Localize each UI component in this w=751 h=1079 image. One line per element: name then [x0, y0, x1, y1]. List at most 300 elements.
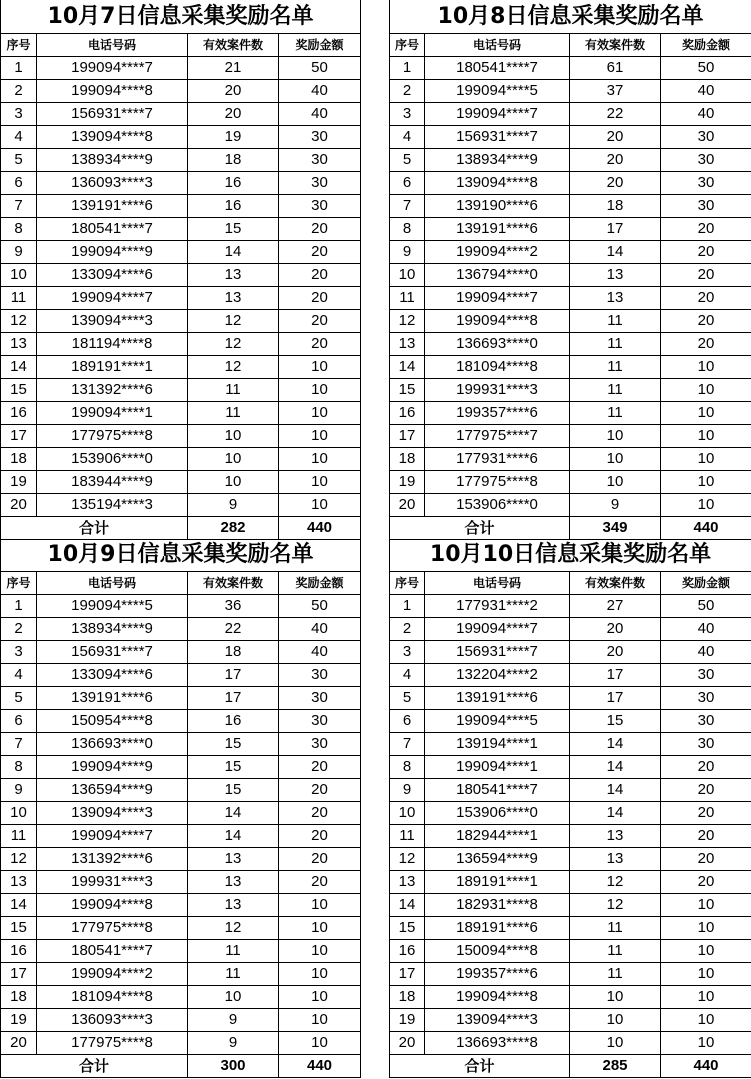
valid-cases: 22 [570, 103, 661, 126]
reward-table-oct-8 [389, 0, 751, 540]
reward-amount: 10 [279, 402, 361, 425]
reward-amount: 30 [661, 172, 751, 195]
row-index: 10 [390, 264, 425, 287]
row-index: 12 [1, 848, 37, 871]
row-index: 10 [1, 802, 37, 825]
reward-amount: 20 [279, 825, 361, 848]
table-row [390, 664, 751, 687]
row-index: 14 [1, 894, 37, 917]
phone-number: 199094****7 [37, 287, 188, 310]
table-row [1, 894, 361, 917]
phone-number: 199094****2 [37, 963, 188, 986]
table-row [1, 848, 361, 871]
phone-number: 177975****7 [425, 425, 570, 448]
table-row [1, 126, 361, 149]
phone-number: 131392****6 [37, 848, 188, 871]
valid-cases: 14 [188, 802, 279, 825]
row-index: 3 [390, 103, 425, 126]
table-row [1, 356, 361, 379]
header-phone: 电话号码 [37, 572, 188, 595]
valid-cases: 12 [188, 310, 279, 333]
phone-number: 181194****8 [37, 333, 188, 356]
row-index: 6 [390, 710, 425, 733]
table-row [1, 963, 361, 986]
table-row [1, 825, 361, 848]
row-index: 9 [1, 241, 37, 264]
row-index: 4 [390, 664, 425, 687]
table-row [1, 103, 361, 126]
total-reward: 440 [661, 517, 751, 540]
row-index: 20 [390, 1032, 425, 1055]
total-label: 合计 [390, 1055, 570, 1078]
reward-amount: 30 [661, 126, 751, 149]
header-valid-cases: 有效案件数 [188, 572, 279, 595]
valid-cases: 14 [570, 733, 661, 756]
header-row [390, 572, 751, 595]
table-row [390, 894, 751, 917]
table-row [390, 287, 751, 310]
row-index: 5 [390, 687, 425, 710]
table-row [390, 402, 751, 425]
phone-number: 189191****1 [37, 356, 188, 379]
phone-number: 131392****6 [37, 379, 188, 402]
table-row [390, 356, 751, 379]
phone-number: 199357****6 [425, 963, 570, 986]
row-index: 13 [390, 871, 425, 894]
phone-number: 150094****8 [425, 940, 570, 963]
table-row [1, 287, 361, 310]
header-valid-cases: 有效案件数 [188, 34, 279, 57]
reward-amount: 20 [279, 264, 361, 287]
phone-number: 199094****8 [37, 894, 188, 917]
table-row [390, 733, 751, 756]
row-index: 3 [1, 641, 37, 664]
table-row [390, 595, 751, 618]
row-index: 15 [1, 917, 37, 940]
table-row [1, 310, 361, 333]
valid-cases: 18 [188, 149, 279, 172]
phone-number: 199094****1 [425, 756, 570, 779]
reward-amount: 10 [661, 917, 751, 940]
table-row [1, 471, 361, 494]
reward-amount: 10 [279, 494, 361, 517]
reward-amount: 30 [279, 195, 361, 218]
table-row [1, 756, 361, 779]
reward-amount: 20 [279, 779, 361, 802]
reward-amount: 30 [279, 710, 361, 733]
valid-cases: 10 [188, 986, 279, 1009]
reward-amount: 20 [279, 871, 361, 894]
valid-cases: 17 [188, 687, 279, 710]
table-row [390, 687, 751, 710]
valid-cases: 11 [570, 917, 661, 940]
table-row [1, 917, 361, 940]
phone-number: 199094****5 [37, 595, 188, 618]
reward-amount: 10 [279, 471, 361, 494]
phone-number: 199094****9 [37, 756, 188, 779]
reward-amount: 30 [661, 195, 751, 218]
table-row [1, 802, 361, 825]
phone-number: 180541****7 [37, 218, 188, 241]
table-row [390, 917, 751, 940]
phone-number: 199094****5 [425, 80, 570, 103]
phone-number: 139094****3 [425, 1009, 570, 1032]
valid-cases: 12 [188, 917, 279, 940]
valid-cases: 10 [570, 471, 661, 494]
phone-number: 139094****8 [425, 172, 570, 195]
phone-number: 199094****7 [425, 103, 570, 126]
row-index: 18 [1, 448, 37, 471]
reward-amount: 30 [661, 710, 751, 733]
phone-number: 135194****3 [37, 494, 188, 517]
row-index: 5 [390, 149, 425, 172]
valid-cases: 9 [188, 1032, 279, 1055]
table-row [390, 848, 751, 871]
row-index: 3 [390, 641, 425, 664]
reward-amount: 10 [661, 894, 751, 917]
table-row [390, 986, 751, 1009]
table-row [1, 149, 361, 172]
valid-cases: 11 [570, 310, 661, 333]
table-row [390, 779, 751, 802]
phone-number: 138934****9 [425, 149, 570, 172]
phone-number: 199094****8 [425, 310, 570, 333]
table-row [1, 733, 361, 756]
valid-cases: 11 [570, 356, 661, 379]
table-row [390, 195, 751, 218]
valid-cases: 37 [570, 80, 661, 103]
table-row [390, 471, 751, 494]
table-row [390, 641, 751, 664]
table-title: 10月9日信息采集奖励名单 [1, 538, 361, 572]
valid-cases: 10 [570, 425, 661, 448]
phone-number: 139191****6 [425, 218, 570, 241]
header-index: 序号 [390, 572, 425, 595]
valid-cases: 10 [188, 425, 279, 448]
reward-amount: 40 [661, 80, 751, 103]
table-row [1, 425, 361, 448]
header-row [1, 34, 361, 57]
phone-number: 139191****6 [37, 687, 188, 710]
phone-number: 177931****2 [425, 595, 570, 618]
reward-amount: 10 [279, 894, 361, 917]
row-index: 15 [390, 379, 425, 402]
table-row [390, 57, 751, 80]
phone-number: 153906****0 [37, 448, 188, 471]
reward-table-oct-10 [389, 538, 751, 1078]
table-row [390, 710, 751, 733]
phone-number: 139194****1 [425, 733, 570, 756]
phone-number: 199094****7 [425, 618, 570, 641]
phone-number: 199094****7 [37, 825, 188, 848]
row-index: 7 [1, 195, 37, 218]
row-index: 18 [1, 986, 37, 1009]
total-reward: 440 [661, 1055, 751, 1078]
row-index: 3 [1, 103, 37, 126]
phone-number: 136693****0 [37, 733, 188, 756]
phone-number: 139094****3 [37, 802, 188, 825]
reward-amount: 10 [279, 1009, 361, 1032]
row-index: 14 [1, 356, 37, 379]
valid-cases: 15 [188, 218, 279, 241]
row-index: 8 [390, 756, 425, 779]
reward-amount: 20 [661, 848, 751, 871]
valid-cases: 14 [570, 241, 661, 264]
valid-cases: 13 [570, 848, 661, 871]
valid-cases: 13 [188, 287, 279, 310]
header-valid-cases: 有效案件数 [570, 572, 661, 595]
table-row [1, 871, 361, 894]
valid-cases: 20 [570, 149, 661, 172]
valid-cases: 11 [570, 963, 661, 986]
row-index: 2 [390, 618, 425, 641]
reward-amount: 10 [661, 471, 751, 494]
table-row [390, 126, 751, 149]
valid-cases: 16 [188, 195, 279, 218]
phone-number: 199094****9 [37, 241, 188, 264]
table-row [390, 80, 751, 103]
valid-cases: 20 [188, 80, 279, 103]
valid-cases: 15 [188, 756, 279, 779]
valid-cases: 20 [188, 103, 279, 126]
valid-cases: 17 [570, 687, 661, 710]
phone-number: 177975****8 [37, 1032, 188, 1055]
phone-number: 132204****2 [425, 664, 570, 687]
total-cases: 349 [570, 517, 661, 540]
table-row [1, 195, 361, 218]
reward-amount: 20 [279, 241, 361, 264]
header-row [390, 34, 751, 57]
table-title: 10月10日信息采集奖励名单 [390, 538, 751, 572]
table-row [390, 264, 751, 287]
row-index: 6 [390, 172, 425, 195]
total-cases: 285 [570, 1055, 661, 1078]
table-title: 10月7日信息采集奖励名单 [1, 0, 361, 34]
valid-cases: 61 [570, 57, 661, 80]
valid-cases: 13 [570, 825, 661, 848]
table-row [1, 641, 361, 664]
reward-amount: 20 [661, 287, 751, 310]
valid-cases: 22 [188, 618, 279, 641]
row-index: 18 [390, 448, 425, 471]
reward-amount: 20 [661, 825, 751, 848]
header-phone: 电话号码 [425, 572, 570, 595]
table-row [390, 333, 751, 356]
reward-amount: 20 [279, 848, 361, 871]
row-index: 1 [390, 595, 425, 618]
phone-number: 199094****8 [37, 80, 188, 103]
reward-amount: 10 [279, 963, 361, 986]
phone-number: 199094****1 [37, 402, 188, 425]
reward-amount: 10 [279, 1032, 361, 1055]
row-index: 16 [390, 940, 425, 963]
phone-number: 182944****1 [425, 825, 570, 848]
table-row [1, 986, 361, 1009]
row-index: 13 [1, 333, 37, 356]
row-index: 9 [390, 779, 425, 802]
row-index: 14 [390, 356, 425, 379]
valid-cases: 9 [188, 494, 279, 517]
row-index: 8 [1, 218, 37, 241]
phone-number: 199357****6 [425, 402, 570, 425]
row-index: 16 [1, 940, 37, 963]
row-index: 12 [1, 310, 37, 333]
phone-number: 139094****8 [37, 126, 188, 149]
reward-amount: 20 [661, 802, 751, 825]
reward-amount: 30 [279, 664, 361, 687]
total-row [1, 1055, 361, 1078]
phone-number: 139190****6 [425, 195, 570, 218]
valid-cases: 10 [188, 448, 279, 471]
table-row [1, 595, 361, 618]
valid-cases: 10 [188, 471, 279, 494]
phone-number: 177975****8 [425, 471, 570, 494]
row-index: 19 [1, 1009, 37, 1032]
header-index: 序号 [390, 34, 425, 57]
valid-cases: 20 [570, 172, 661, 195]
phone-number: 138934****9 [37, 618, 188, 641]
row-index: 4 [1, 664, 37, 687]
valid-cases: 17 [570, 664, 661, 687]
reward-amount: 20 [661, 218, 751, 241]
table-row [390, 425, 751, 448]
table-row [390, 149, 751, 172]
table-row [1, 687, 361, 710]
phone-number: 139191****6 [425, 687, 570, 710]
valid-cases: 13 [188, 894, 279, 917]
row-index: 2 [390, 80, 425, 103]
phone-number: 156931****7 [37, 103, 188, 126]
reward-amount: 10 [279, 356, 361, 379]
row-index: 7 [1, 733, 37, 756]
row-index: 17 [390, 963, 425, 986]
table-row [390, 379, 751, 402]
table-row [390, 802, 751, 825]
valid-cases: 16 [188, 172, 279, 195]
reward-amount: 10 [279, 379, 361, 402]
valid-cases: 14 [570, 756, 661, 779]
total-cases: 282 [188, 517, 279, 540]
row-index: 9 [390, 241, 425, 264]
table-row [390, 940, 751, 963]
phone-number: 139094****3 [37, 310, 188, 333]
row-index: 7 [390, 733, 425, 756]
phone-number: 177975****8 [37, 917, 188, 940]
table-row [1, 448, 361, 471]
valid-cases: 14 [188, 241, 279, 264]
row-index: 16 [1, 402, 37, 425]
header-valid-cases: 有效案件数 [570, 34, 661, 57]
table-row [390, 871, 751, 894]
phone-number: 136794****0 [425, 264, 570, 287]
reward-amount: 30 [279, 149, 361, 172]
table-row [1, 218, 361, 241]
table-row [1, 172, 361, 195]
reward-table-oct-7 [0, 0, 360, 540]
valid-cases: 11 [570, 940, 661, 963]
total-label: 合计 [1, 1055, 188, 1078]
valid-cases: 12 [570, 871, 661, 894]
phone-number: 199931****3 [425, 379, 570, 402]
reward-amount: 10 [661, 963, 751, 986]
phone-number: 136693****8 [425, 1032, 570, 1055]
row-index: 17 [390, 425, 425, 448]
valid-cases: 12 [570, 894, 661, 917]
table-row [1, 664, 361, 687]
reward-amount: 40 [661, 641, 751, 664]
phone-number: 177975****8 [37, 425, 188, 448]
valid-cases: 21 [188, 57, 279, 80]
reward-amount: 20 [661, 779, 751, 802]
valid-cases: 18 [570, 195, 661, 218]
valid-cases: 10 [570, 1032, 661, 1055]
table-row [1, 494, 361, 517]
reward-amount: 10 [279, 986, 361, 1009]
valid-cases: 11 [570, 333, 661, 356]
row-index: 5 [1, 149, 37, 172]
phone-number: 177931****6 [425, 448, 570, 471]
table-row [1, 264, 361, 287]
reward-table [389, 0, 751, 540]
table-row [1, 379, 361, 402]
phone-number: 199094****7 [37, 57, 188, 80]
phone-number: 182931****8 [425, 894, 570, 917]
row-index: 15 [390, 917, 425, 940]
valid-cases: 9 [570, 494, 661, 517]
valid-cases: 10 [570, 448, 661, 471]
reward-table-oct-9 [0, 538, 360, 1078]
row-index: 19 [1, 471, 37, 494]
row-index: 4 [390, 126, 425, 149]
reward-amount: 20 [661, 756, 751, 779]
reward-amount: 10 [661, 356, 751, 379]
phone-number: 189191****1 [425, 871, 570, 894]
reward-table [389, 538, 751, 1078]
valid-cases: 13 [188, 848, 279, 871]
total-row [1, 517, 361, 540]
phone-number: 138934****9 [37, 149, 188, 172]
valid-cases: 15 [188, 779, 279, 802]
valid-cases: 14 [570, 779, 661, 802]
reward-amount: 20 [279, 310, 361, 333]
valid-cases: 17 [570, 218, 661, 241]
row-index: 11 [1, 287, 37, 310]
row-index: 17 [1, 963, 37, 986]
row-index: 5 [1, 687, 37, 710]
row-index: 11 [1, 825, 37, 848]
total-label: 合计 [1, 517, 188, 540]
reward-amount: 30 [279, 126, 361, 149]
phone-number: 199094****8 [425, 986, 570, 1009]
phone-number: 136594****9 [37, 779, 188, 802]
reward-amount: 40 [661, 618, 751, 641]
reward-amount: 20 [661, 310, 751, 333]
row-index: 13 [390, 333, 425, 356]
valid-cases: 27 [570, 595, 661, 618]
table-row [1, 1032, 361, 1055]
table-row [390, 756, 751, 779]
table-row [390, 310, 751, 333]
row-index: 2 [1, 80, 37, 103]
reward-table [0, 538, 361, 1078]
table-row [1, 241, 361, 264]
phone-number: 180541****7 [37, 940, 188, 963]
reward-amount: 10 [661, 1009, 751, 1032]
reward-amount: 10 [661, 940, 751, 963]
table-row [390, 825, 751, 848]
valid-cases: 11 [188, 963, 279, 986]
row-index: 19 [390, 1009, 425, 1032]
